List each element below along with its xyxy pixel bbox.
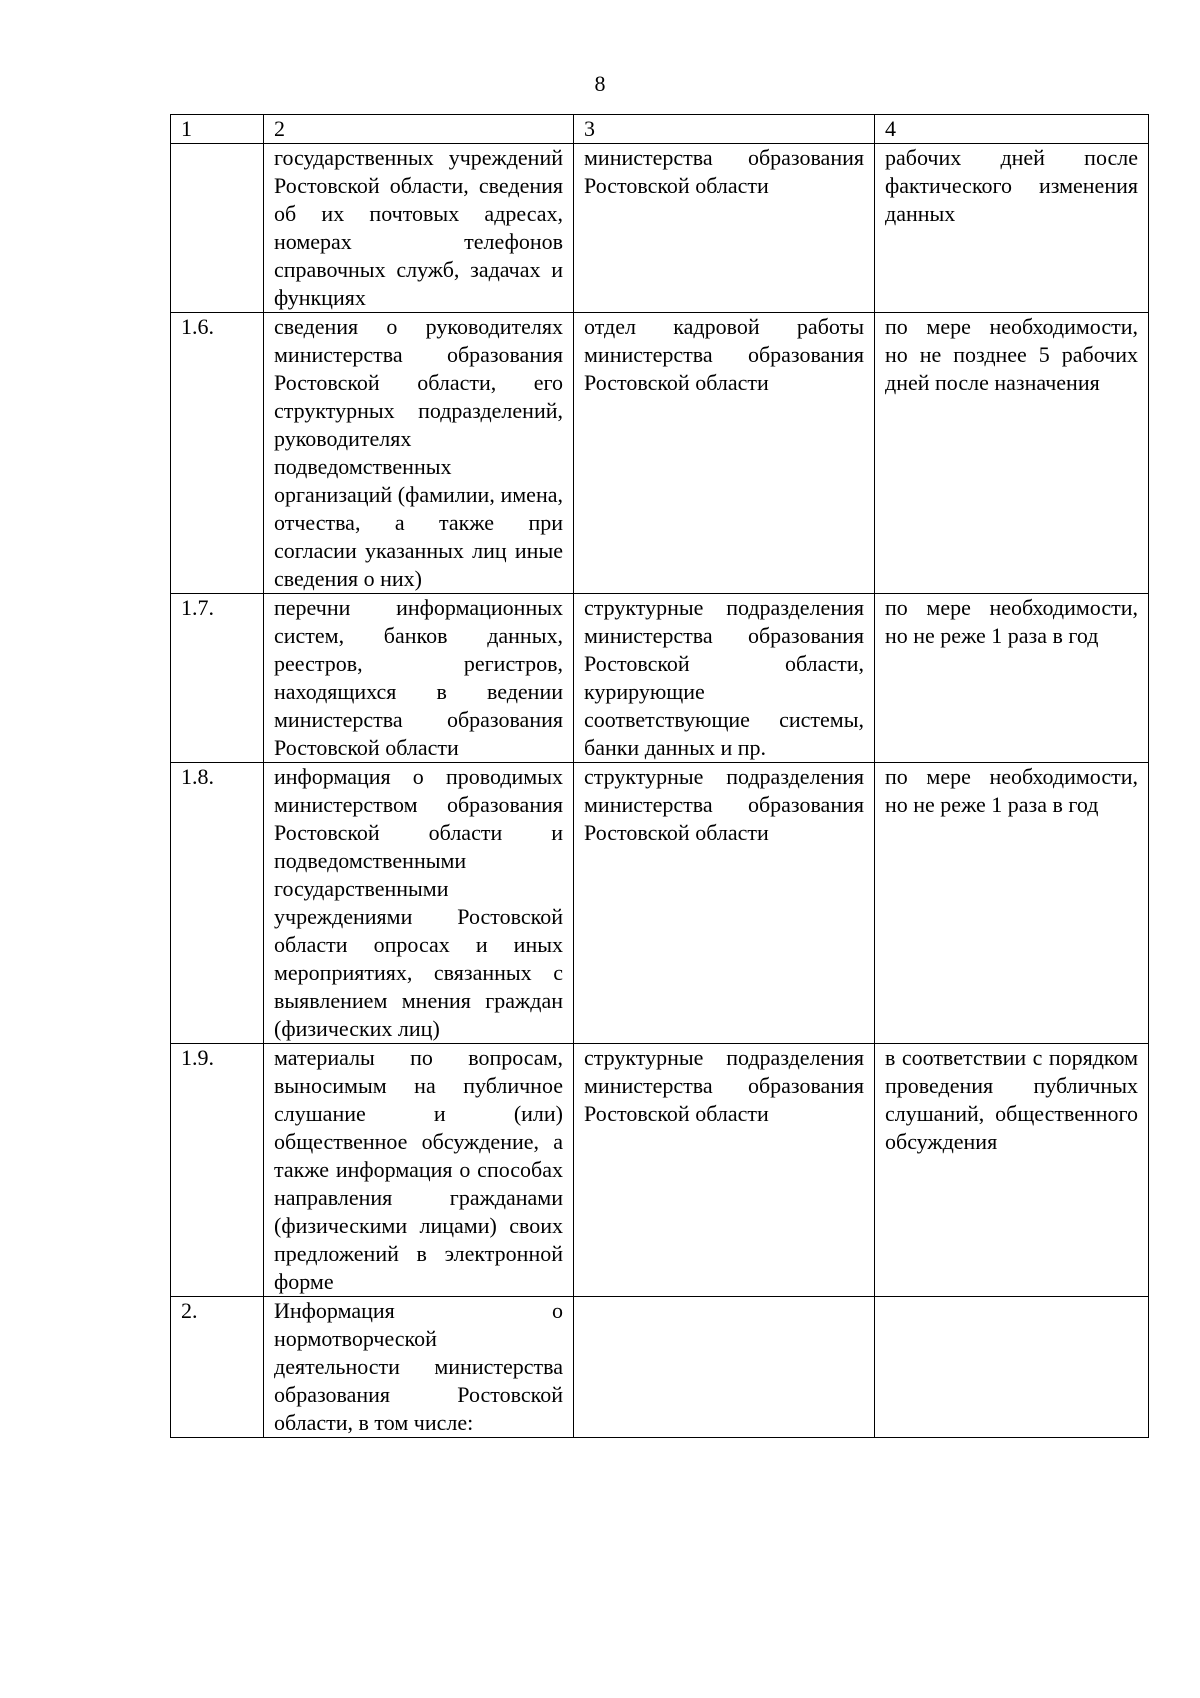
row-information: государственных учреждений Ростовской области, сведения об их почтовых адресах, номерах телефонов справочных служб, задачах и функциях [264,144,574,313]
table-row [171,1297,1149,1438]
row-number: 1.7. [171,594,264,763]
row-deadline: в соответствии с порядком проведения публичных слушаний, общественного обсуждения [875,1044,1149,1297]
column-header: 2 [264,115,574,144]
table-row [171,313,1149,594]
row-responsible: структурные подразделения министерства образования Ростовской области [574,763,875,1044]
row-information: информация о проводимых министерством образования Ростовской области и подведомственными государственными учреждениями Ростовской области опросах и иных мероприятиях, связанных с выявлением мнения граждан (физических лиц) [264,763,574,1044]
row-information: перечни информационных систем, банков данных, реестров, регистров, находящихся в ведении министерства образования Ростовской области [264,594,574,763]
row-deadline: по мере необходимости, но не реже 1 раза в год [875,763,1149,1044]
row-deadline: по мере необходимости, но не реже 1 раза в год [875,594,1149,763]
row-responsible: министерства образования Ростовской области [574,144,875,313]
table-header-row [171,115,1149,144]
column-header: 4 [875,115,1149,144]
table-row [171,594,1149,763]
row-responsible: структурные подразделения министерства образования Ростовской области [574,1044,875,1297]
table-row [171,763,1149,1044]
row-information: материалы по вопросам, выносимым на публичное слушание и (или) общественное обсуждение, а также информация о способах направления гражданами (физическими лицами) своих предложений в электронной форме [264,1044,574,1297]
row-number: 1.8. [171,763,264,1044]
information-table [170,114,1149,1438]
row-information: сведения о руководителях министерства образования Ростовской области, его структурных подразделений, руководителях подведомственных организаций (фамилии, имена, отчества, а также при согласии указанных лиц иные сведения о них) [264,313,574,594]
row-information: Информация о нормотворческой деятельности министерства образования Ростовской области, в том числе: [264,1297,574,1438]
row-deadline [875,1297,1149,1438]
row-responsible: отдел кадровой работы министерства образования Ростовской области [574,313,875,594]
row-responsible: структурные подразделения министерства образования Ростовской области, курирующие соответствующие системы, банки данных и пр. [574,594,875,763]
row-deadline: рабочих дней после фактического изменения данных [875,144,1149,313]
row-number: 1.6. [171,313,264,594]
column-header: 1 [171,115,264,144]
row-number: 1.9. [171,1044,264,1297]
table-row [171,1044,1149,1297]
page-number: 8 [594,71,606,96]
row-number: 2. [171,1297,264,1438]
row-deadline: по мере необходимости, но не позднее 5 рабочих дней после назначения [875,313,1149,594]
row-number [171,144,264,313]
column-header: 3 [574,115,875,144]
table-row [171,144,1149,313]
row-responsible [574,1297,875,1438]
